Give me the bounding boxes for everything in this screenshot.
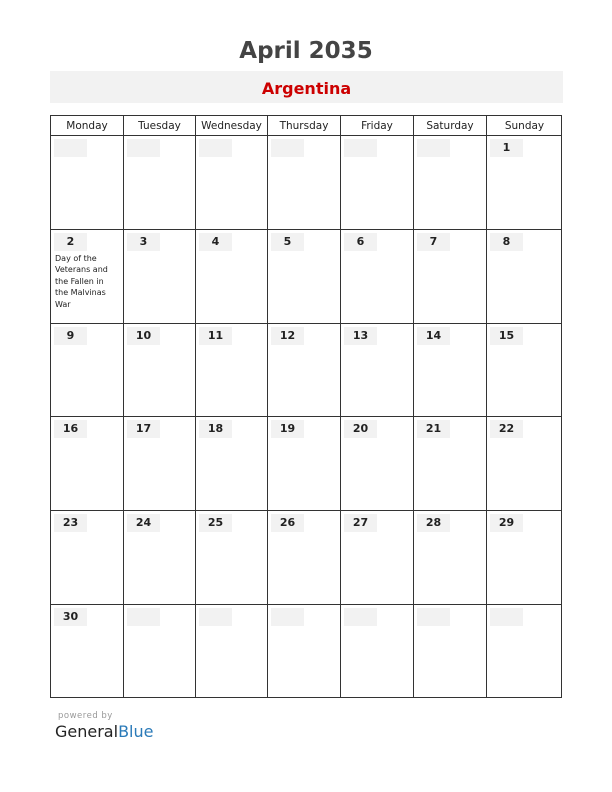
day-number: 8 xyxy=(490,233,523,251)
day-cell[interactable] xyxy=(414,417,487,511)
day-number: 30 xyxy=(54,608,87,626)
day-cell[interactable] xyxy=(124,136,196,230)
day-cell[interactable] xyxy=(196,605,268,698)
day-cell[interactable] xyxy=(196,511,268,605)
day-number: 18 xyxy=(199,420,232,438)
day-number: 14 xyxy=(417,327,450,345)
brand-blue: Blue xyxy=(118,722,154,741)
day-cell[interactable] xyxy=(124,417,196,511)
weekday-header: Thursday xyxy=(268,116,341,136)
day-number: 11 xyxy=(199,327,232,345)
day-cell[interactable] xyxy=(487,417,562,511)
day-cell[interactable] xyxy=(51,605,124,698)
country-name: Argentina xyxy=(261,79,352,98)
day-number: 29 xyxy=(490,514,523,532)
country-banner xyxy=(50,71,563,103)
page-title: April 2035 xyxy=(239,38,373,64)
weekday-header: Saturday xyxy=(414,116,487,136)
empty-day-marker xyxy=(490,608,523,626)
day-number: 4 xyxy=(199,233,232,251)
day-cell[interactable] xyxy=(341,511,414,605)
day-number: 9 xyxy=(54,327,87,345)
empty-day-marker xyxy=(54,139,87,157)
day-number: 20 xyxy=(344,420,377,438)
day-cell[interactable] xyxy=(487,324,562,417)
day-cell[interactable] xyxy=(414,136,487,230)
generalblue-logo[interactable] xyxy=(55,722,153,741)
empty-day-marker xyxy=(199,139,232,157)
empty-day-marker xyxy=(344,608,377,626)
day-cell[interactable] xyxy=(51,511,124,605)
day-number: 12 xyxy=(271,327,304,345)
day-number: 24 xyxy=(127,514,160,532)
day-cell[interactable] xyxy=(487,230,562,324)
empty-day-marker xyxy=(417,608,450,626)
day-number: 19 xyxy=(271,420,304,438)
day-number: 3 xyxy=(127,233,160,251)
day-cell[interactable] xyxy=(487,511,562,605)
calendar-grid xyxy=(50,115,562,698)
day-number: 1 xyxy=(490,139,523,157)
day-number: 15 xyxy=(490,327,523,345)
day-number: 13 xyxy=(344,327,377,345)
weekday-header: Friday xyxy=(341,116,414,136)
day-cell[interactable] xyxy=(51,324,124,417)
weekday-header: Wednesday xyxy=(196,116,268,136)
holiday-label: Day of the Veterans and the Fallen in the Malvinas War xyxy=(55,254,108,309)
day-number: 25 xyxy=(199,514,232,532)
day-cell[interactable] xyxy=(268,417,341,511)
day-number: 7 xyxy=(417,233,450,251)
weekday-header: Monday xyxy=(51,116,124,136)
day-number: 27 xyxy=(344,514,377,532)
day-cell[interactable] xyxy=(341,417,414,511)
day-cell[interactable] xyxy=(414,511,487,605)
empty-day-marker xyxy=(344,139,377,157)
day-cell[interactable] xyxy=(196,417,268,511)
day-cell[interactable] xyxy=(124,511,196,605)
day-cell[interactable] xyxy=(414,605,487,698)
empty-day-marker xyxy=(127,608,160,626)
day-number: 22 xyxy=(490,420,523,438)
weekday-header: Sunday xyxy=(487,116,562,136)
day-number: 21 xyxy=(417,420,450,438)
weekday-header: Tuesday xyxy=(124,116,196,136)
day-cell[interactable] xyxy=(268,605,341,698)
day-cell[interactable] xyxy=(487,605,562,698)
day-cell[interactable] xyxy=(268,324,341,417)
powered-by-label: powered by xyxy=(58,711,113,721)
day-cell[interactable] xyxy=(196,230,268,324)
day-cell[interactable] xyxy=(268,230,341,324)
empty-day-marker xyxy=(199,608,232,626)
day-cell[interactable] xyxy=(51,136,124,230)
empty-day-marker xyxy=(127,139,160,157)
day-number: 28 xyxy=(417,514,450,532)
day-cell[interactable] xyxy=(414,324,487,417)
empty-day-marker xyxy=(271,139,304,157)
day-number: 23 xyxy=(54,514,87,532)
day-number: 2 xyxy=(54,233,87,251)
day-cell[interactable] xyxy=(124,605,196,698)
day-cell[interactable] xyxy=(414,230,487,324)
day-number: 5 xyxy=(271,233,304,251)
day-number: 17 xyxy=(127,420,160,438)
day-number: 16 xyxy=(54,420,87,438)
day-number: 6 xyxy=(344,233,377,251)
day-cell[interactable] xyxy=(196,324,268,417)
day-cell[interactable] xyxy=(268,136,341,230)
day-cell[interactable] xyxy=(196,136,268,230)
day-cell[interactable] xyxy=(341,136,414,230)
day-cell[interactable] xyxy=(341,324,414,417)
day-cell[interactable] xyxy=(341,605,414,698)
empty-day-marker xyxy=(271,608,304,626)
brand-general: General xyxy=(55,722,119,741)
day-cell[interactable] xyxy=(268,511,341,605)
day-cell[interactable] xyxy=(51,417,124,511)
day-cell[interactable] xyxy=(487,136,562,230)
empty-day-marker xyxy=(417,139,450,157)
day-number: 10 xyxy=(127,327,160,345)
day-cell[interactable] xyxy=(124,230,196,324)
day-number: 26 xyxy=(271,514,304,532)
day-cell[interactable] xyxy=(124,324,196,417)
day-cell[interactable] xyxy=(341,230,414,324)
day-cell[interactable] xyxy=(51,230,124,324)
